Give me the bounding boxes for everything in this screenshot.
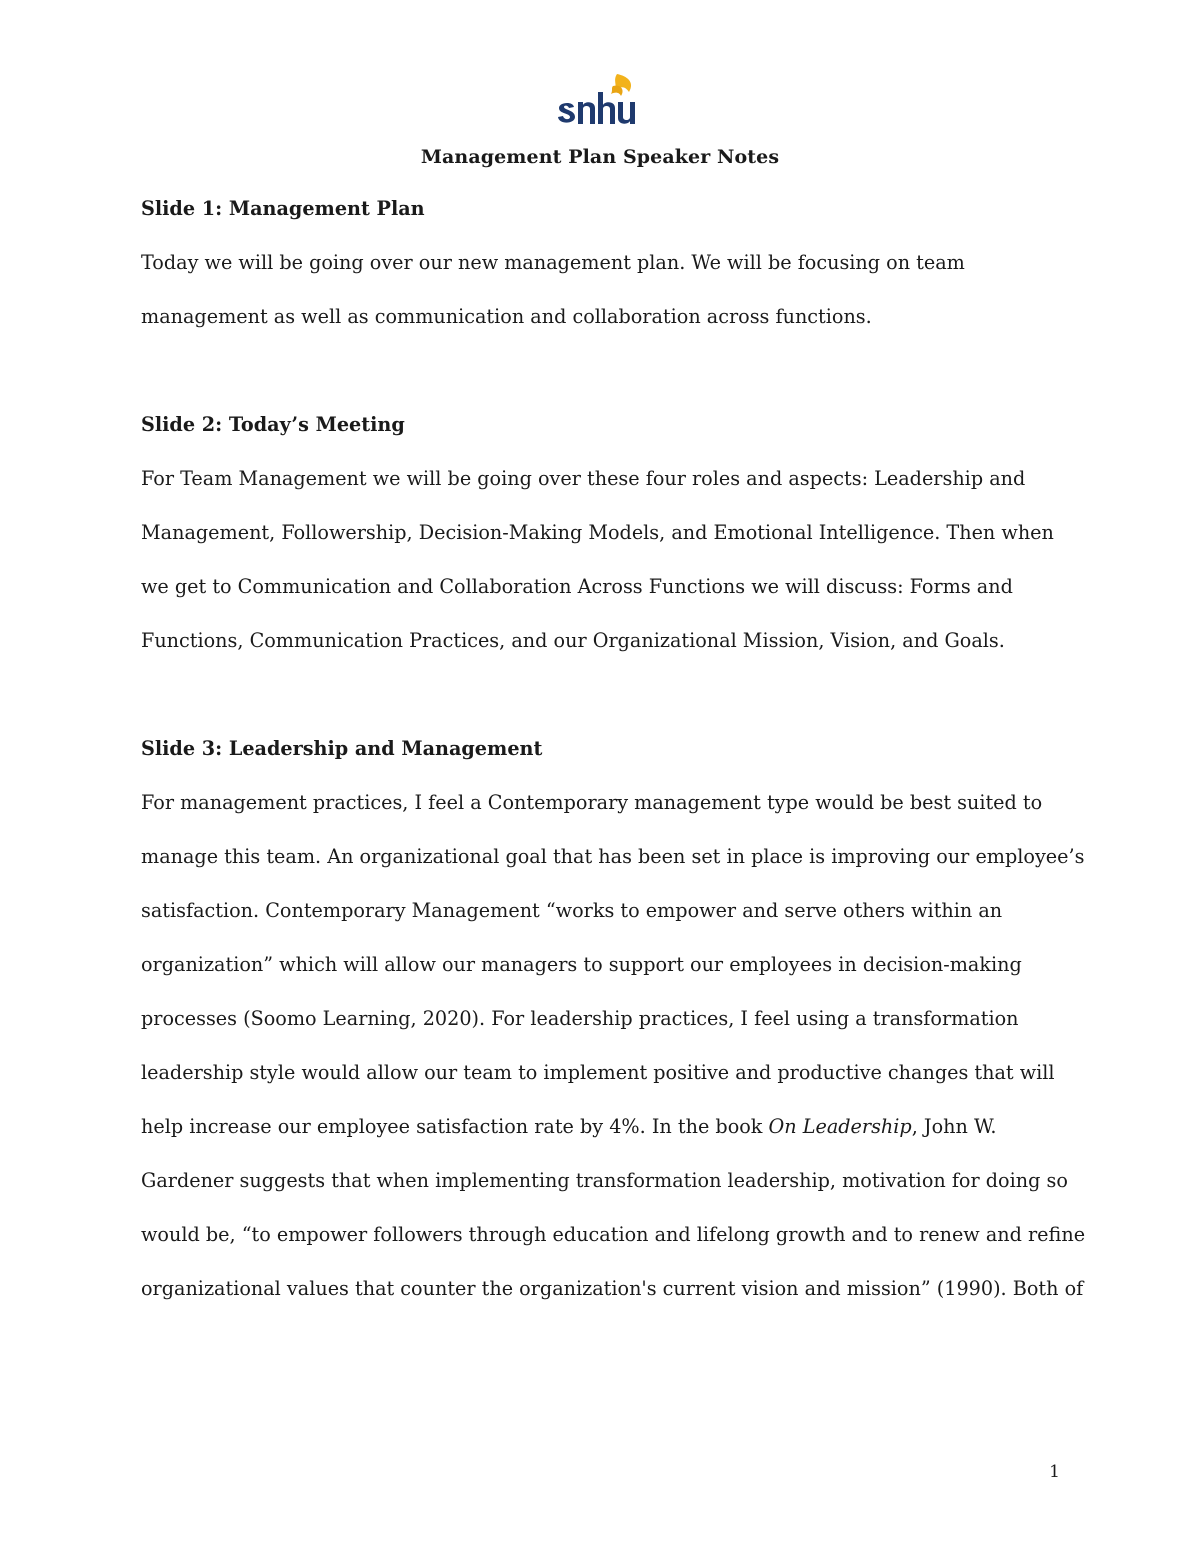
slide-1-line-2: management as well as communication and collaboration across functions. xyxy=(141,305,872,328)
slide-3-line-5: processes (Soomo Learning, 2020). For leadership practices, I feel using a transformation xyxy=(141,1007,1019,1030)
document-title: Management Plan Speaker Notes xyxy=(420,146,780,168)
slide-3-line-2: manage this team. An organizational goal that has been set in place is improving our employee’s xyxy=(141,845,1085,868)
slide-3-line-7 xyxy=(141,1113,996,1141)
slide-2-line-1: For Team Management we will be going over these four roles and aspects: Leadership and xyxy=(141,467,1026,490)
slide-2-line-4: Functions, Communication Practices, and our Organizational Mission, Vision, and Goals. xyxy=(141,629,1005,652)
slide-3-line-10: organizational values that counter the organization's current vision and mission” (1990). Both of xyxy=(141,1277,1084,1300)
slide-3-heading: Slide 3: Leadership and Management xyxy=(141,737,543,760)
slide-3-line-4: organization” which will allow our managers to support our employees in decision-making xyxy=(141,953,1022,976)
slide-1-heading: Slide 1: Management Plan xyxy=(141,197,425,220)
slide-2-heading: Slide 2: Today’s Meeting xyxy=(141,413,405,436)
snhu-logo-graphic xyxy=(555,72,639,132)
slide-2-line-3: we get to Communication and Collaboration Across Functions we will discuss: Forms and xyxy=(141,575,1013,598)
book-title-italic: On Leadership xyxy=(768,1115,912,1138)
slide-2-line-2: Management, Followership, Decision-Making Models, and Emotional Intelligence. Then when xyxy=(141,521,1054,544)
slide-3-line-3: satisfaction. Contemporary Management “works to empower and serve others within an xyxy=(141,899,1003,922)
line-text-after-italic: , John W. xyxy=(911,1115,997,1138)
snhu-logo xyxy=(555,72,639,132)
slide-1-line-1: Today we will be going over our new management plan. We will be focusing on team xyxy=(141,251,965,274)
slide-3-line-1: For management practices, I feel a Contemporary management type would be best suited to xyxy=(141,791,1043,814)
page-number: 1 xyxy=(1049,1462,1060,1482)
slide-3-line-8: Gardener suggests that when implementing transformation leadership, motivation for doing so xyxy=(141,1169,1068,1192)
line-text-before-italic: help increase our employee satisfaction rate by 4%. In the book xyxy=(141,1115,769,1138)
slide-3-line-9: would be, “to empower followers through education and lifelong growth and to renew and refine xyxy=(141,1223,1086,1246)
slide-3-line-6: leadership style would allow our team to implement positive and productive changes that will xyxy=(141,1061,1055,1084)
